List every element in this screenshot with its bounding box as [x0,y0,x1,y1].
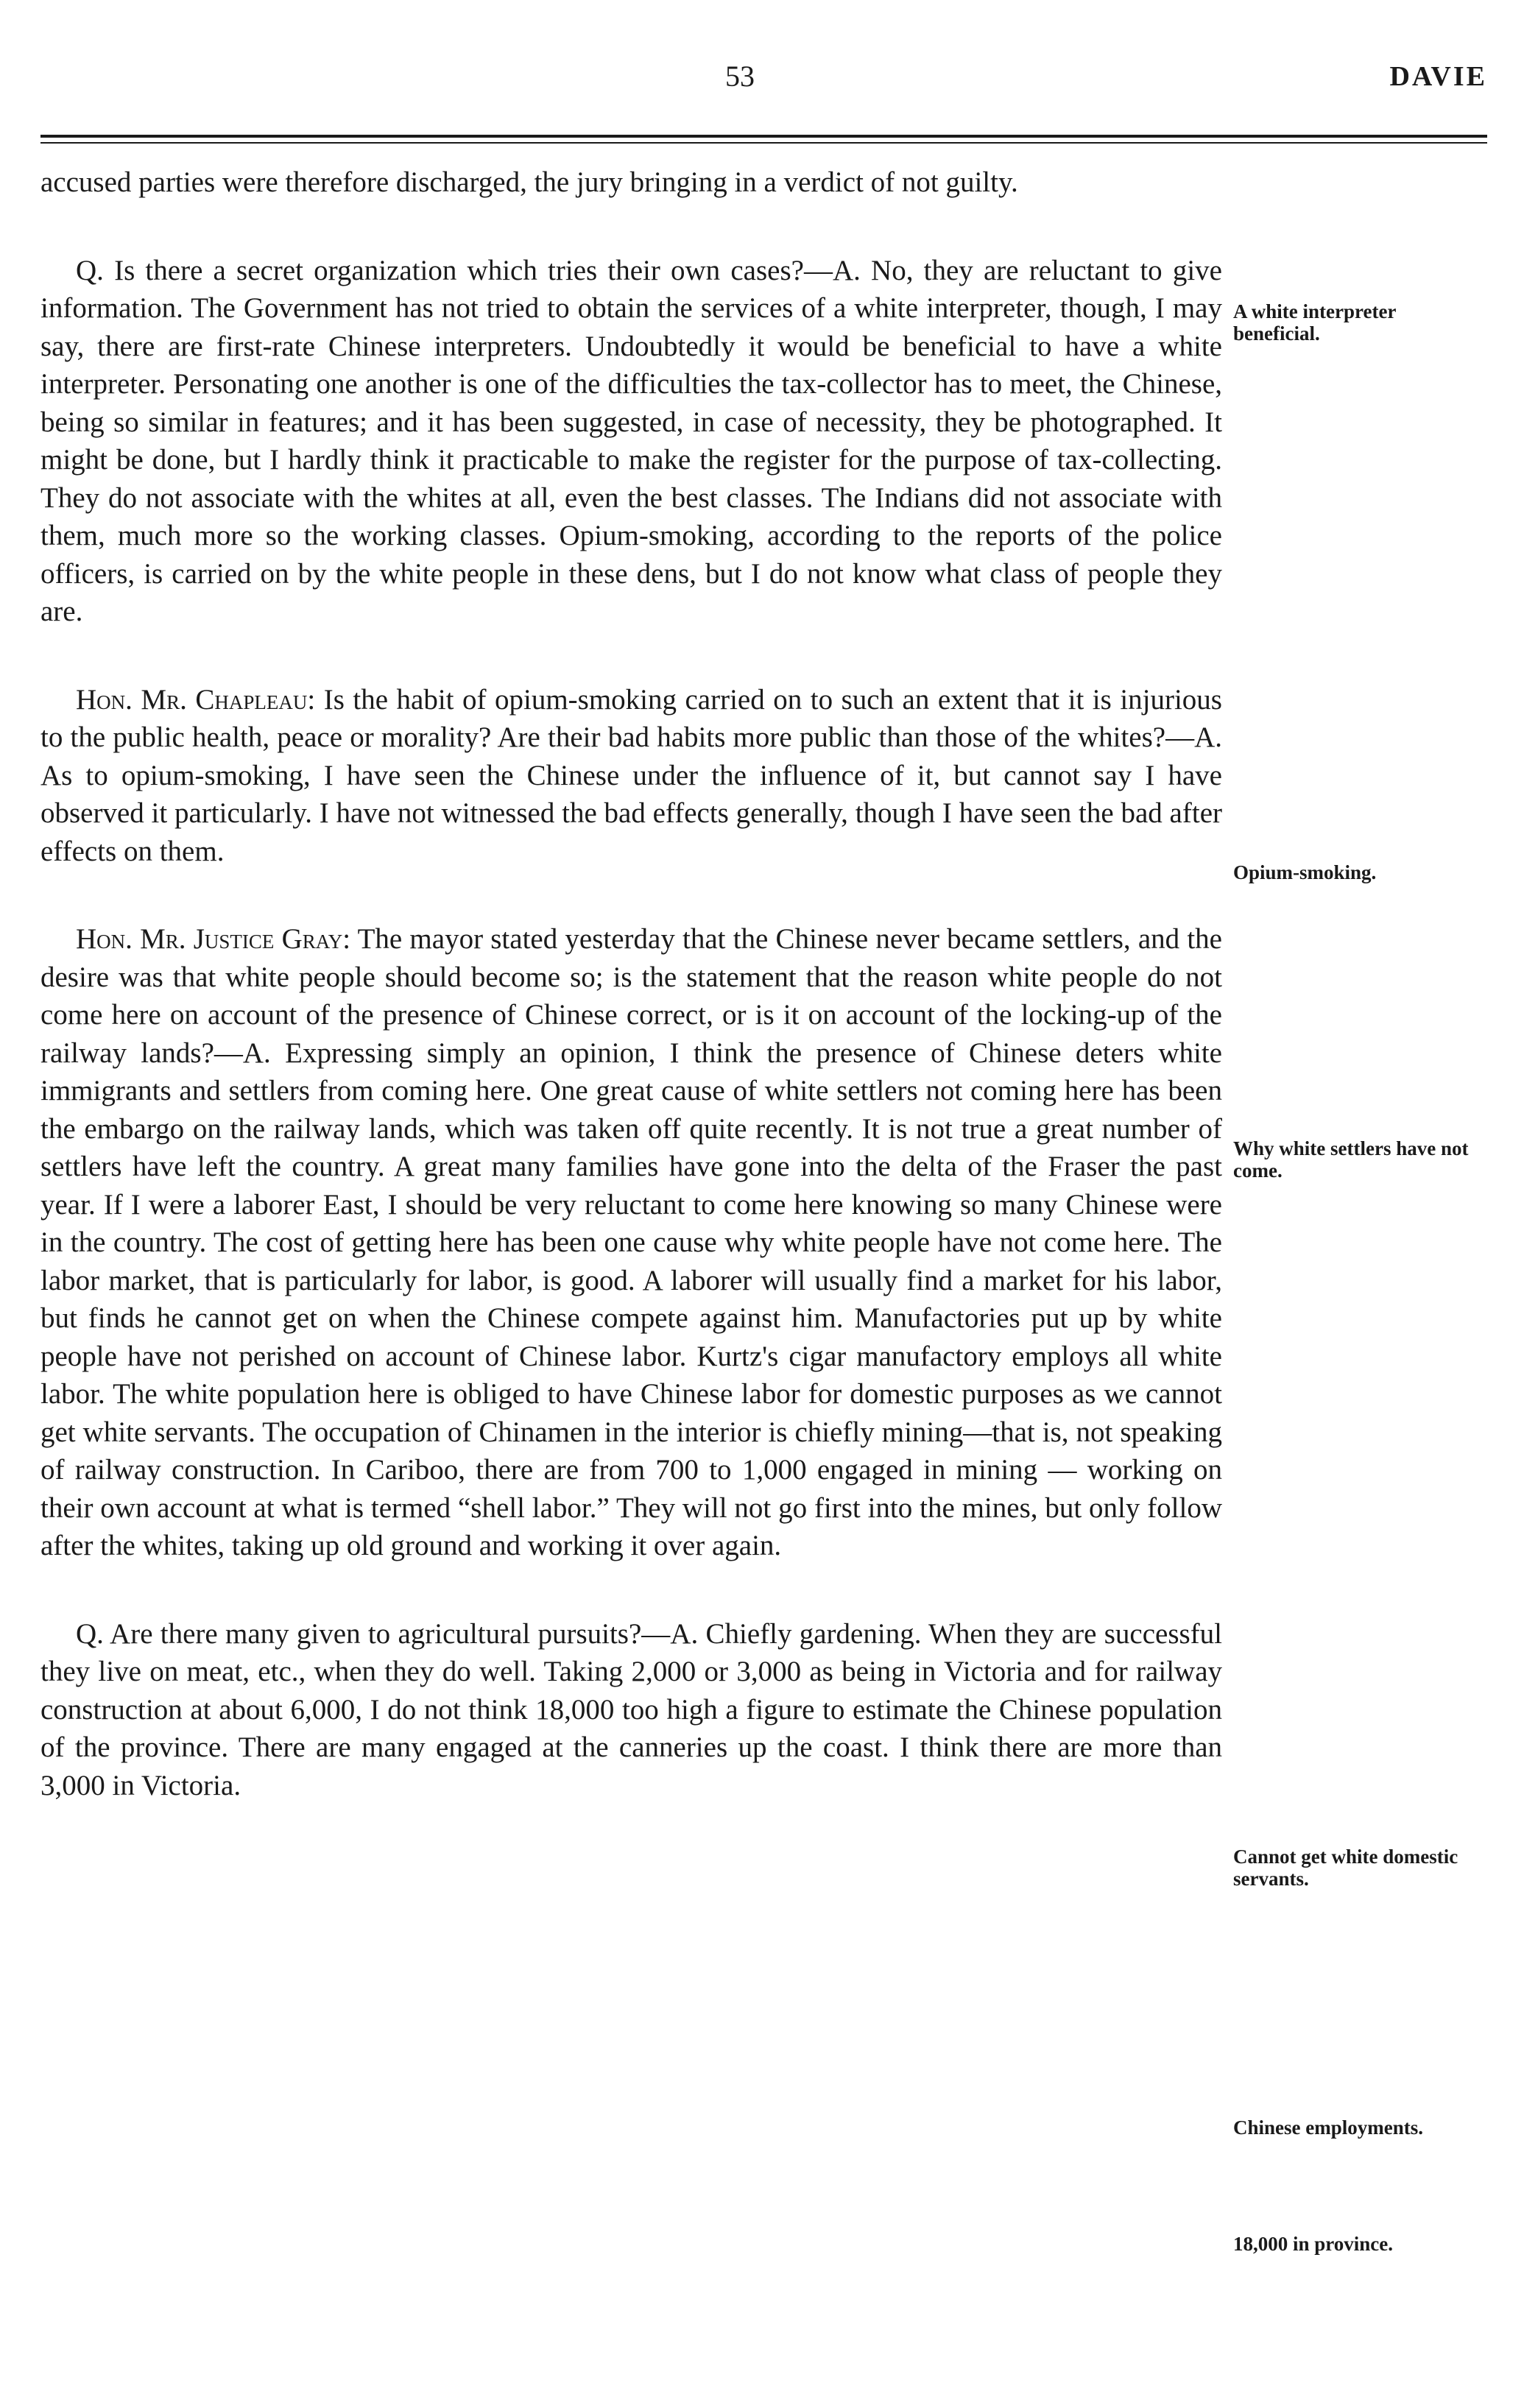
paragraph-chapleau-text: Is the habit of opium-smoking carried on to such an extent that it is injurious to the public health, peace or morality? Are their bad habits more public than those of the whites?—A. As to opium-smoking, I have seen the Chinese under the influence of it, but cannot say I have observed it particularly. I have not witnessed the bad effects generally, though I have seen the bad after effects on them. [40,683,1222,867]
margin-note-province-population: 18,000 in province. [1233,2233,1394,2255]
paragraph-verdict: accused parties were therefore discharged, the jury bringing in a verdict of not guilty. [40,166,1018,198]
header-rule-thick [40,135,1487,138]
paragraph-secret-organization: Q. Is there a secret organization which tries their own cases?—A. No, they are reluctant to give information. The Government has not tried to obtain the services of a white interpreter, though, I may say, there are first-rate Chinese interpreters. Undoubtedly it would be beneficial to have a white interpreter. Personating one another is one of the difficulties the tax-collector has to meet, the Chinese, being so similar in features; and it has been suggested, in case of necessity, they be photographed. It might be done, but I hardly think it practicable to make the register for the purpose of tax-collecting. They do not associate with the whites at all, even the best classes. The Indians did not associate with them, much more so the working classes. Opium-smoking, according to the reports of the police officers, is carried on by the white people in these dens, but I do not know what class of people they are. [40,254,1222,627]
margin-note-chinese-employments: Chinese employments. [1233,2116,1423,2139]
margin-note-domestic-servants: Cannot get white domestic servants. [1233,1846,1458,1890]
speaker-chapleau: Hon. Mr. Chapleau: [76,683,316,716]
running-head: DAVIE [1389,61,1487,92]
paragraph-justice-gray [40,920,1222,1565]
page-header [40,59,1487,103]
paragraph-justice-gray-text: The mayor stated yesterday that the Chinese never became settlers, and the desire was that white people should become so; is the statement that the reason white people do not come here on account of the presence of Chinese correct, or is it on account of the locking-up of the railway lands?—A. Expressing simply an opinion, I think the presence of Chinese deters white immigrants and settlers from coming here. One great cause of white settlers not coming here has been the embargo on the railway lands, which was taken off quite recently. It is not true a great number of settlers have left the country. A great many families have gone into the delta of the Fraser the past year. If I were a laborer East, I should be very reluctant to come here knowing so many Chinese were in the country. The cost of getting here has been one cause why white people have not come here. The labor market, that is particularly for labor, is good. A laborer will usually find a market for his labor, but finds he cannot get on when the Chinese compete against him. Manufactories put up by white people have not perished on account of Chinese labor. Kurtz's cigar manufactory employs all white labor. The white population here is obliged to have Chinese labor for domestic purposes as we cannot get white servants. The occupation of Chinamen in the interior is chiefly mining—that is, not speaking of railway construction. In Cariboo, there are from 700 to 1,000 engaged in mining — working on their own account at what is termed “shell labor.” They will not go first into the mines, but only follow after the whites, taking up old ground and working it over again. [40,923,1222,1561]
body-text [40,163,1222,1804]
margin-note-white-interpreter: A white interpreter beneficial. [1233,300,1396,345]
page-number: 53 [725,60,755,93]
header-rule-thin [40,142,1487,144]
paragraph-chapleau [40,681,1222,871]
speaker-justice-gray: Hon. Mr. Justice Gray: [76,923,351,955]
margin-note-white-settlers: Why white settlers have not come. [1233,1137,1469,1182]
paragraph-agricultural: Q. Are there many given to agricultural pursuits?—A. Chiefly gardening. When they are successful they live on meat, etc., when they do well. Taking 2,000 or 3,000 as being in Victoria and for railway construction at about 6,000, I do not think 18,000 too high a figure to estimate the Chinese population of the province. There are many engaged at the canneries up the coast. I think there are more than 3,000 in Victoria. [40,1617,1222,1801]
margin-note-opium-smoking: Opium-smoking. [1233,861,1377,883]
